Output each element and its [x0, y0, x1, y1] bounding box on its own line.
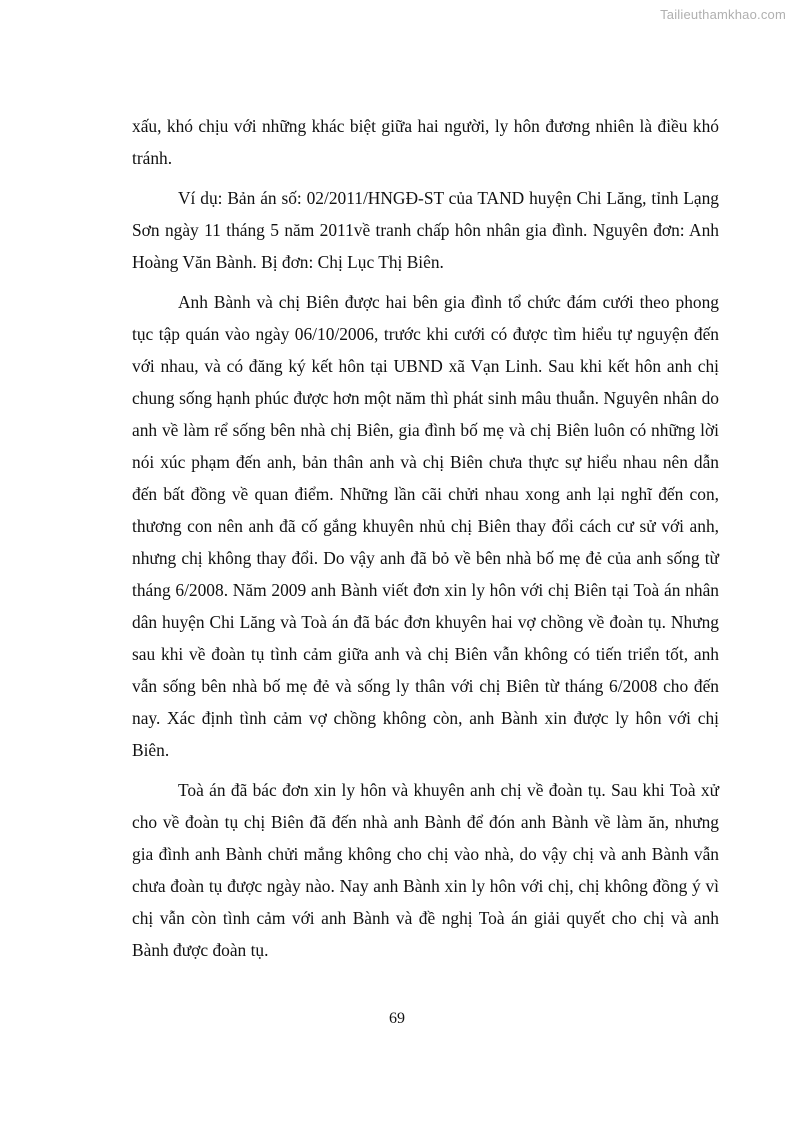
paragraph-example-case: Ví dụ: Bản án số: 02/2011/HNGĐ-ST của TAND huyện Chi Lăng, tỉnh Lạng Sơn ngày 11 tháng 5 năm 2011về tranh chấp hôn nhân gia đình. Nguyên đơn: Anh Hoàng Văn Bành. Bị đơn: Chị Lục Thị Biên.: [132, 188, 719, 272]
watermark-text: Tailieuthamkhao.com: [660, 7, 786, 22]
page-number: 69: [389, 1010, 405, 1027]
paragraph-case-details: Anh Bành và chị Biên được hai bên gia đình tổ chức đám cưới theo phong tục tập quán vào ngày 06/10/2006, trước khi cưới có được tìm hiểu tự nguyện đến với nhau, và có đăng ký kết hôn tại UBND xã Vạn Linh. Sau khi kết hôn anh chị chung sống hạnh phúc được hơn một năm thì phát sinh mâu thuẫn. Nguyên nhân do anh về làm rể sống bên nhà chị Biên, gia đình bố mẹ và chị Biên luôn có những lời nói xúc phạm đến anh, bản thân anh và chị Biên chưa thực sự hiểu nhau nên dẫn đến bất đồng về quan điểm. Những lần cãi chửi nhau xong anh lại nghĩ đến con, thương con nên anh đã cố gắng khuyên nhủ chị Biên thay đổi cách cư sử với anh, nhưng chị không thay đổi. Do vậy anh đã bỏ về bên nhà bố mẹ đẻ của anh sống từ tháng 6/2008. Năm 2009 anh Bành viết đơn xin ly hôn với chị Biên tại Toà án nhân dân huyện Chi Lăng và Toà án đã bác đơn khuyên hai vợ chồng về đoàn tụ. Nhưng sau khi về đoàn tụ tình cảm giữa anh và chị Biên vẫn không có tiến triển tốt, anh vẫn sống bên nhà bố mẹ đẻ và sống ly thân với chị Biên từ tháng 6/2008 cho đến nay. Xác định tình cảm vợ chồng không còn, anh Bành xin được ly hôn với chị Biên.: [132, 292, 719, 760]
document-body: [132, 110, 719, 966]
paragraph-court-decision: Toà án đã bác đơn xin ly hôn và khuyên anh chị về đoàn tụ. Sau khi Toà xử cho về đoàn tụ chị Biên đã đến nhà anh Bành để đón anh Bành về làm ăn, nhưng gia đình anh Bành chửi mắng không cho chị vào nhà, do vậy chị và anh Bành vẫn chưa đoàn tụ được ngày nào. Nay anh Bành xin ly hôn với chị, chị không đồng ý vì chị vẫn còn tình cảm với anh Bành và đề nghị Toà án giải quyết cho chị và anh Bành được đoàn tụ.: [132, 780, 719, 960]
paragraph-continuation: xấu, khó chịu với những khác biệt giữa hai người, ly hôn đương nhiên là điều khó tránh.: [132, 116, 719, 168]
